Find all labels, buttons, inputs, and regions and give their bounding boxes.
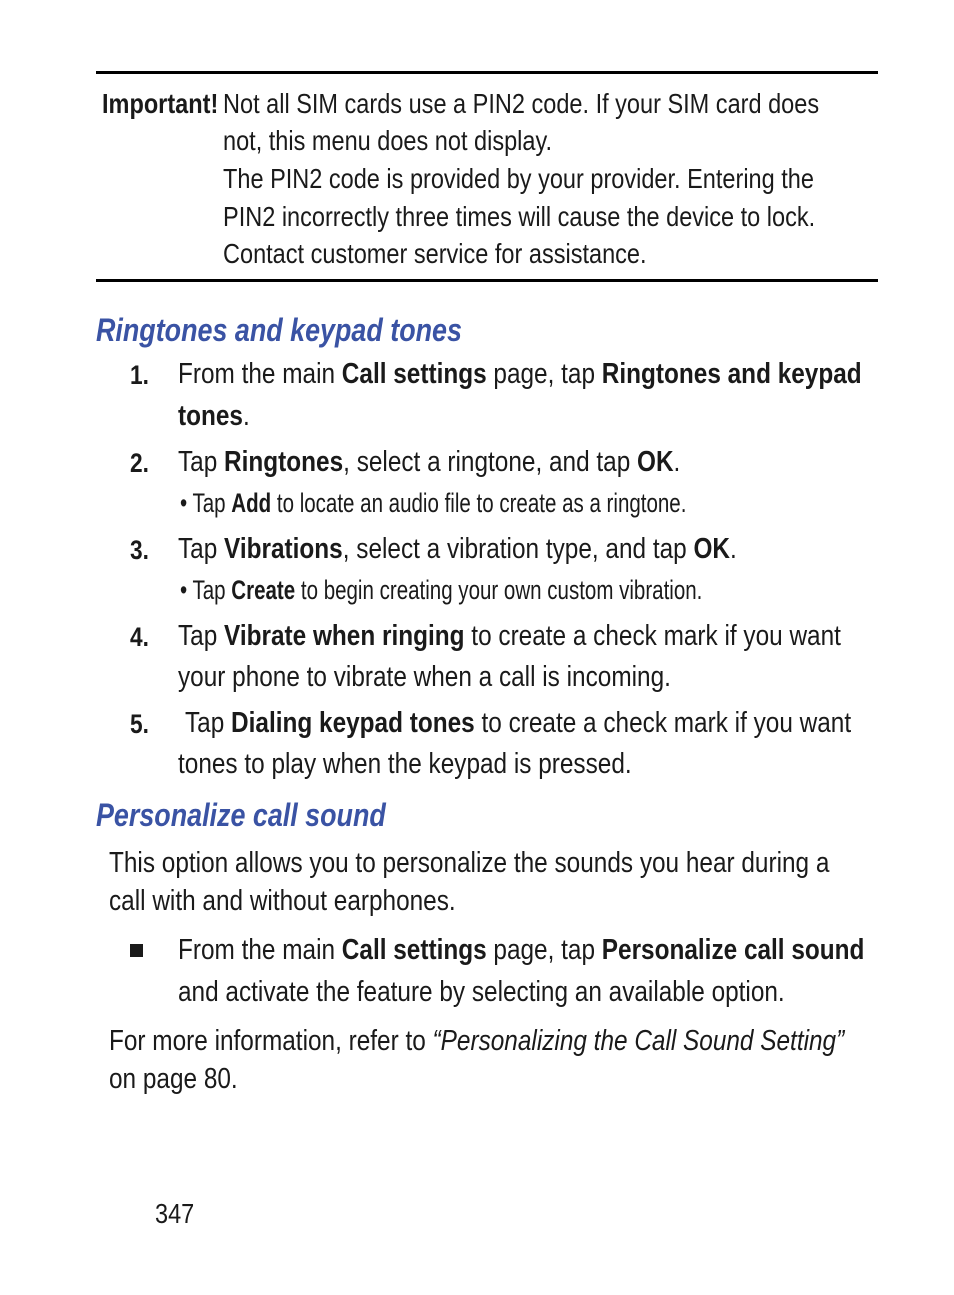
step-number: 1. — [130, 360, 149, 390]
step-4-line-2: your phone to vibrate when a call is incoming. — [178, 661, 671, 693]
note-label: Important! — [102, 88, 219, 119]
personalize-item-line-2: and activate the feature by selecting an available option. — [178, 976, 785, 1008]
section-heading-ringtones: Ringtones and keypad tones — [96, 312, 462, 348]
step-number: 3. — [130, 535, 149, 565]
step-2: Tap Ringtones, select a ringtone, and tap OK. — [178, 446, 681, 478]
step-4-line-1: Tap Vibrate when ringing to create a check mark if you want — [178, 620, 841, 652]
step-3-bullet: • Tap Create to begin creating your own custom vibration. — [180, 575, 703, 605]
step-1-line-1: From the main Call settings page, tap Ringtones and keypad — [178, 358, 862, 390]
note-line-5: Contact customer service for assistance. — [223, 238, 647, 269]
intro-line-1: This option allows you to personalize the sounds you hear during a — [109, 847, 830, 879]
note-line-1: Not all SIM cards use a PIN2 code. If your SIM card does — [223, 88, 820, 119]
section-heading-personalize: Personalize call sound — [96, 797, 386, 833]
step-number: 5. — [130, 709, 149, 739]
page-number: 347 — [155, 1198, 195, 1229]
step-1-line-2: tones. — [178, 400, 250, 432]
step-2-bullet: • Tap Add to locate an audio file to create as a ringtone. — [180, 488, 687, 518]
intro-line-2: call with and without earphones. — [109, 885, 456, 917]
more-info-line-1: For more information, refer to “Personalizing the Call Sound Setting” — [109, 1025, 845, 1057]
square-bullet-icon — [130, 944, 143, 957]
step-5-line-1: Tap Dialing keypad tones to create a check mark if you want — [185, 707, 852, 739]
cross-reference-link[interactable]: “Personalizing the Call Sound Setting” — [432, 1025, 845, 1057]
step-3: Tap Vibrations, select a vibration type, and tap OK. — [178, 533, 737, 565]
note-line-4: PIN2 incorrectly three times will cause the device to lock. — [223, 201, 816, 232]
note-line-3: The PIN2 code is provided by your provider. Entering the — [223, 163, 814, 194]
step-number: 4. — [130, 622, 149, 652]
personalize-item-line-1: From the main Call settings page, tap Personalize call sound — [178, 934, 865, 966]
more-info-line-2: on page 80. — [109, 1063, 238, 1095]
note-line-2: not, this menu does not display. — [223, 125, 553, 156]
step-5-line-2: tones to play when the keypad is pressed. — [178, 748, 632, 780]
important-note — [96, 71, 878, 282]
step-number: 2. — [130, 448, 149, 478]
